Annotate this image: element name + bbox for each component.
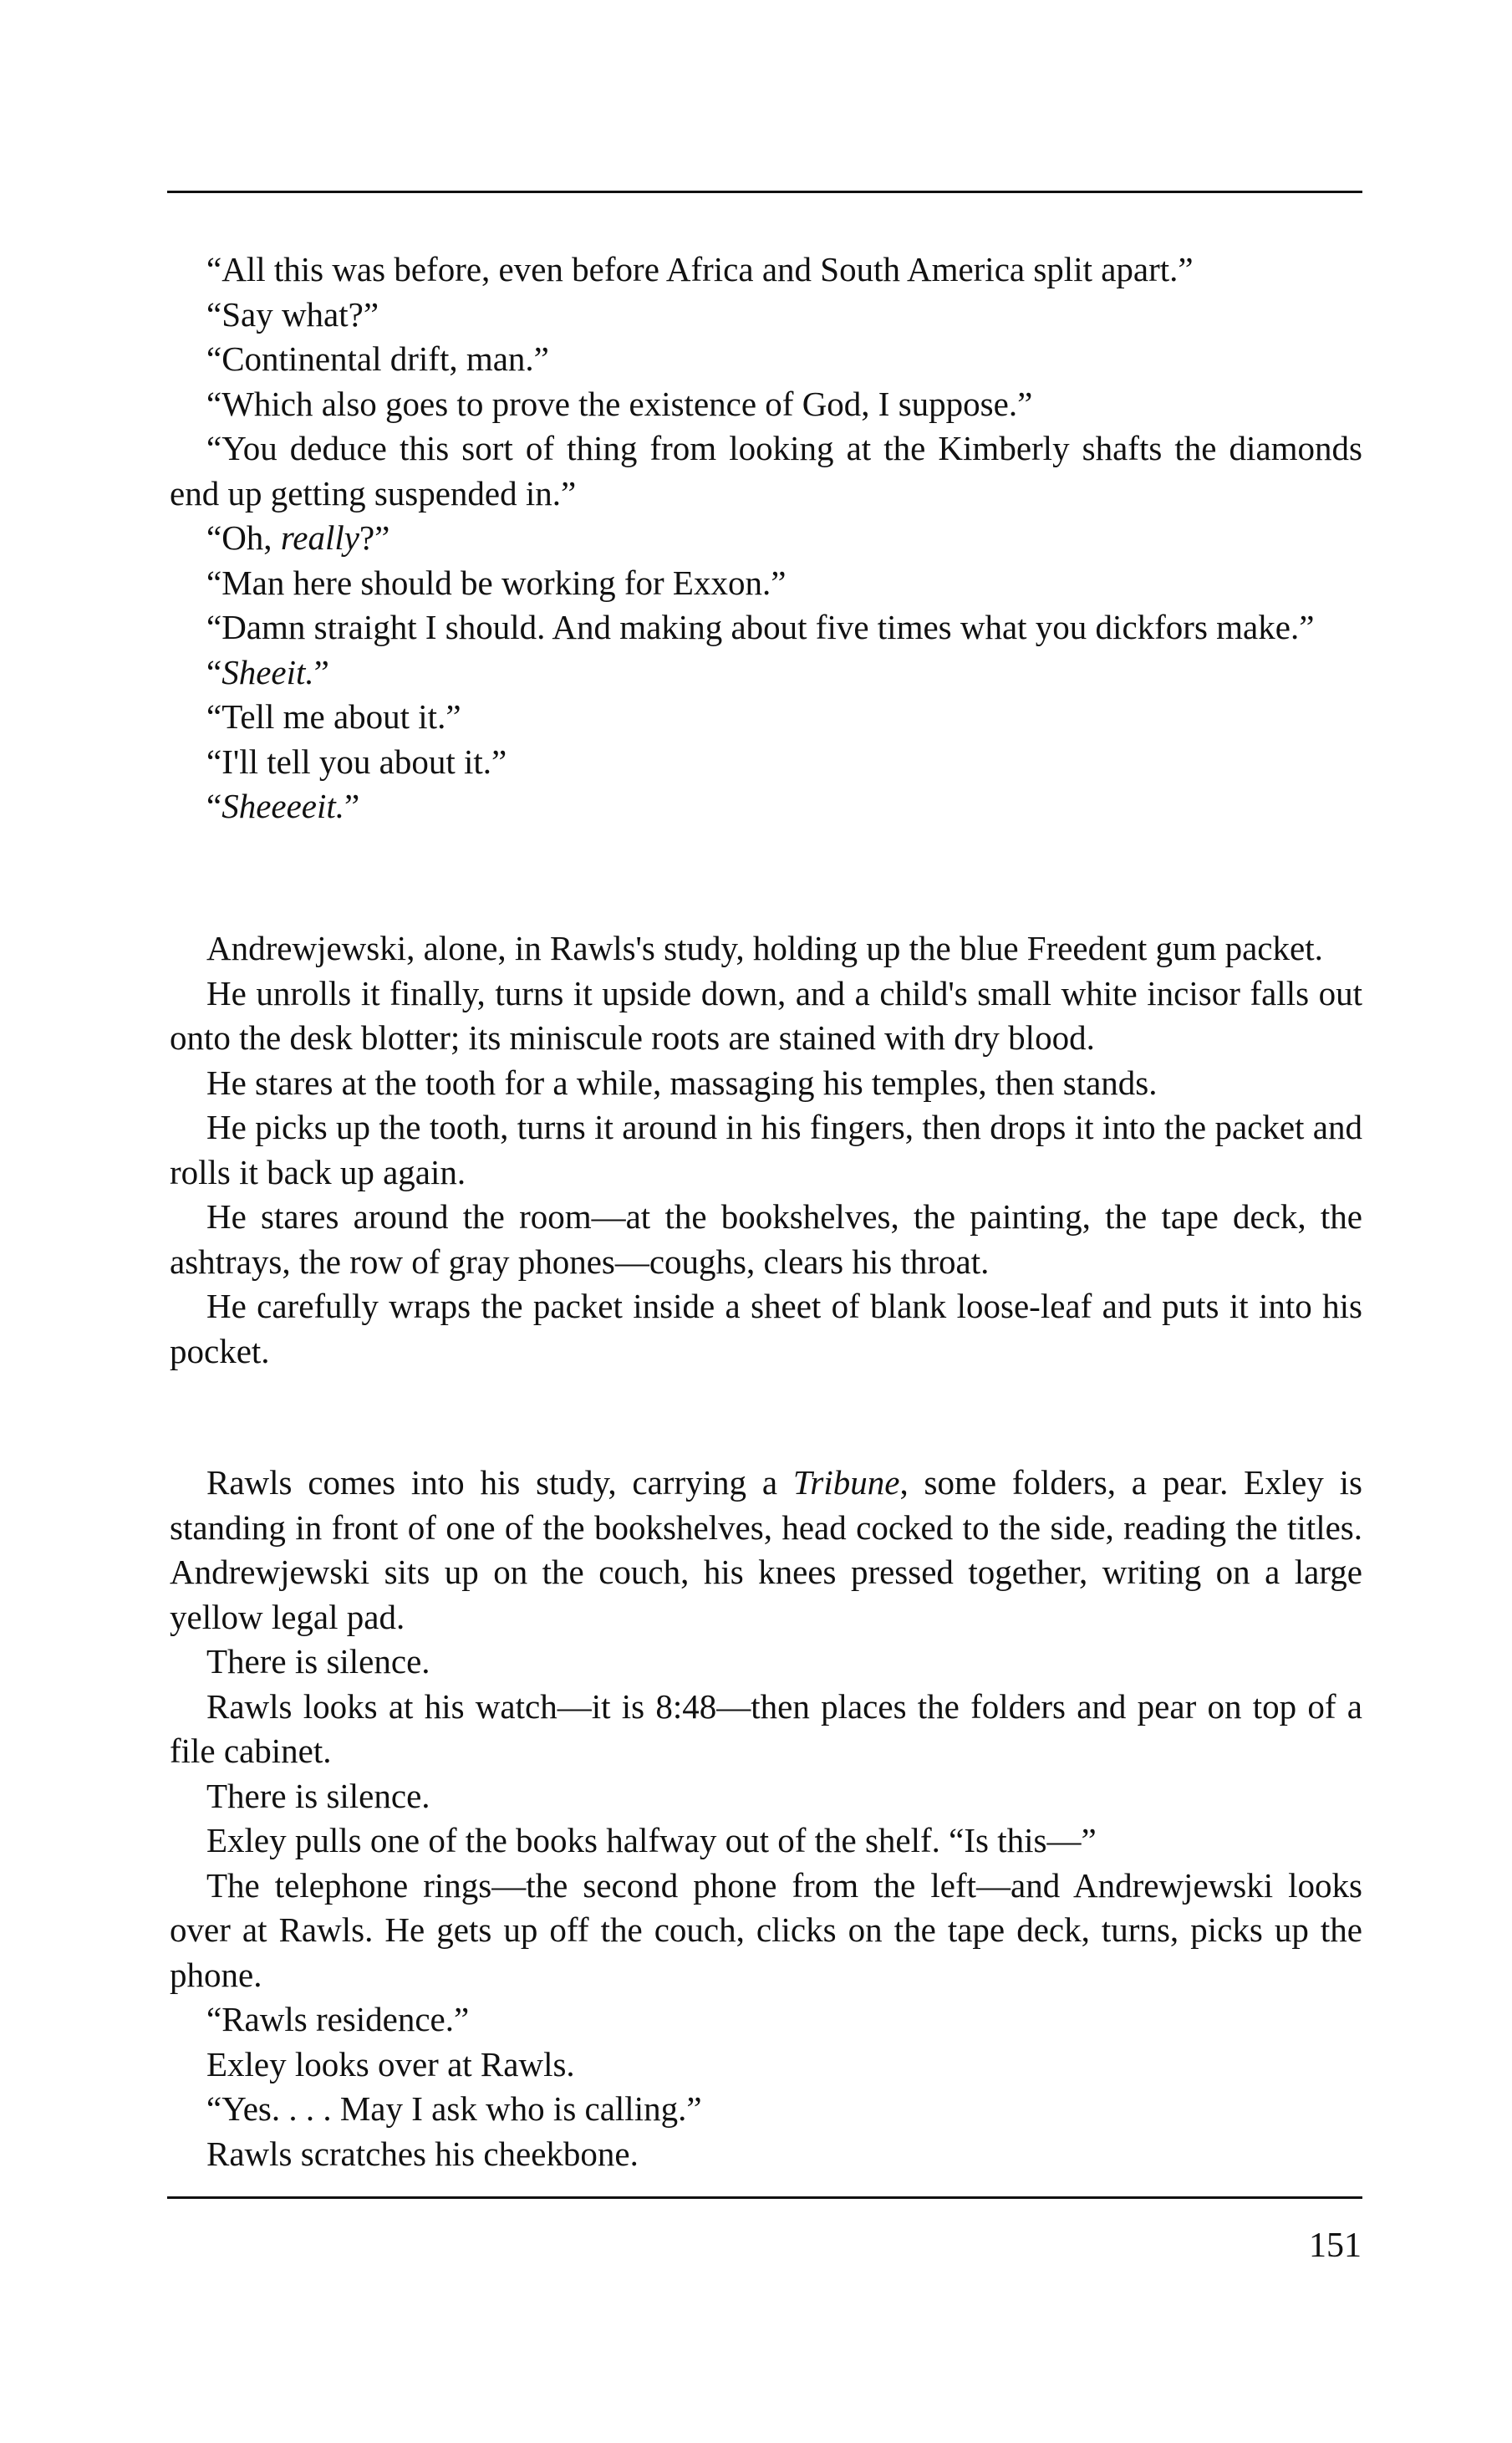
paragraph: He stares at the tooth for a while, massaging his temples, then stands. (206, 1063, 1158, 1102)
paragraph: He unrolls it finally, turns it upside down, and a child's small white incisor falls out onto the desk blotter; its miniscule roots are stained with dry blood. (170, 973, 1362, 1057)
study-scene-section (170, 1461, 1362, 2176)
paragraph: Exley pulls one of the books halfway out of the shelf. “Is this—” (206, 1821, 1097, 1859)
paragraph: Exley looks over at Rawls. (206, 2044, 575, 2083)
paragraph: “Sheeeeit.” (206, 787, 360, 825)
paragraph: He stares around the room—at the bookshelves, the painting, the tape deck, the ashtrays, the row of gray phones—coughs, clears his throat. (170, 1197, 1362, 1281)
paragraph: “All this was before, even before Africa and South America split apart.” (206, 250, 1194, 288)
paragraph: “Sheeit.” (206, 652, 329, 691)
top-rule (167, 191, 1362, 193)
paragraph: “Which also goes to prove the existence of God, I suppose.” (206, 384, 1033, 423)
paragraph: “Oh, really?” (206, 518, 390, 557)
paragraph: He carefully wraps the packet inside a sheet of blank loose-leaf and puts it into his pocket. (170, 1287, 1362, 1370)
paragraph: “Damn straight I should. And making about five times what you dickfors make.” (206, 608, 1315, 646)
paragraph: There is silence. (206, 1642, 430, 1681)
paragraph: “Rawls residence.” (206, 2000, 470, 2038)
italic-run: Sheeit. (221, 652, 314, 691)
paragraph: “Yes. . . . May I ask who is calling.” (206, 2089, 702, 2128)
paragraph: He picks up the tooth, turns it around in his fingers, then drops it into the packet and rolls it back up again. (170, 1108, 1362, 1191)
paragraph: “Say what?” (206, 294, 379, 334)
paragraph: Rawls looks at his watch—it is 8:48—then places the folders and pear on top of a file cabinet. (170, 1686, 1362, 1770)
andrewjewski-section (170, 926, 1362, 1374)
paragraph: “Tell me about it.” (206, 697, 461, 736)
italic-run: Sheeeeit. (221, 787, 345, 825)
paragraph: “You deduce this sort of thing from looking at the Kimberly shafts the diamonds end up getting suspended in.” (170, 429, 1362, 513)
italic-run: Tribune (792, 1463, 900, 1502)
paragraph: “I'll tell you about it.” (206, 742, 507, 781)
bottom-rule (167, 2196, 1362, 2199)
paragraph: The telephone rings—the second phone from the left—and Andrewjewski looks over at Rawls. He gets up off the couch, clicks on the tape deck, turns, picks up the phone. (170, 1865, 1362, 1994)
page-number: 151 (1309, 2226, 1362, 2265)
paragraph: Andrewjewski, alone, in Rawls's study, holding up the blue Freedent gum packet. (206, 929, 1323, 967)
italic-run: really (280, 518, 359, 557)
paragraph: Rawls scratches his cheekbone. (206, 2134, 639, 2173)
paragraph: “Man here should be working for Exxon.” (206, 563, 787, 602)
paragraph: There is silence. (206, 1776, 430, 1815)
dialogue-section (170, 247, 1362, 829)
paragraph: “Continental drift, man.” (206, 339, 549, 378)
paragraph: Rawls comes into his study, carrying a Tribune, some folders, a pear. Exley is standing in front of one of the bookshelves, head cocked to the side, reading the titles. Andrewjewski sits up on the couch, his knees pressed together, writing on a large yellow legal pad. (170, 1463, 1362, 1636)
